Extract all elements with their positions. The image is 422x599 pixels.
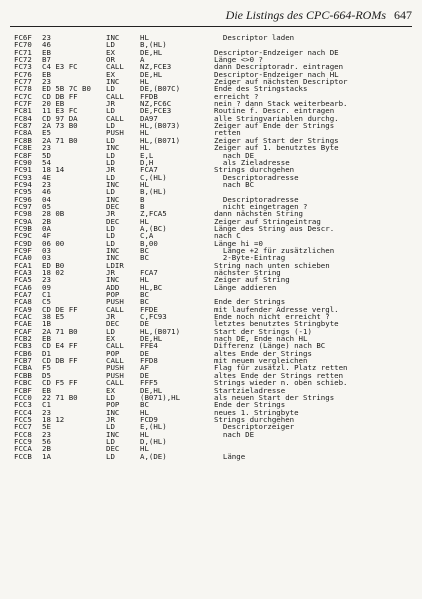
hex-bytes: B7	[42, 55, 51, 65]
hex-bytes: CD E4 FF	[42, 341, 78, 351]
comment: als neuen Start der Strings	[214, 392, 335, 402]
address: FCA0	[14, 253, 32, 263]
address: FC70	[14, 40, 32, 50]
operand: DE,HL	[140, 334, 163, 344]
address: FCB3	[14, 341, 32, 351]
page-title: Die Listings des CPC-664-ROMs	[225, 8, 386, 22]
operand: HL	[140, 407, 149, 417]
hex-bytes: CD DB FF	[42, 356, 78, 366]
hex-bytes: 5E	[42, 422, 51, 432]
address: FC84	[14, 113, 32, 123]
hex-bytes: 56	[42, 436, 51, 446]
address: FC9D	[14, 238, 32, 248]
mnemonic: LDIR	[106, 260, 124, 270]
mnemonic: PUSH	[106, 363, 124, 373]
comment: nach DE	[214, 150, 255, 160]
mnemonic: LD	[106, 150, 115, 160]
address: FC7C	[14, 91, 32, 101]
operand: B	[140, 201, 145, 211]
comment: Zeiger auf Ende der Strings	[214, 121, 335, 131]
operand: NZ,FC6C	[140, 99, 172, 109]
hex-bytes: 23	[42, 143, 51, 153]
comment: als Zieladresse	[214, 157, 290, 167]
comment: Ende der Strings	[214, 297, 286, 307]
address: FC72	[14, 55, 32, 65]
hex-bytes: 2B	[42, 216, 51, 226]
hex-bytes: 22 71 B0	[42, 392, 78, 402]
operand: E,L	[140, 150, 154, 160]
hex-bytes: 2A 71 B0	[42, 326, 78, 336]
hex-bytes: 2A 73 B0	[42, 121, 78, 131]
address: FC6F	[14, 33, 32, 42]
address: FC7F	[14, 99, 32, 109]
mnemonic: LD	[106, 121, 115, 131]
operand: FFDB	[140, 91, 158, 101]
hex-bytes: 4F	[42, 231, 51, 241]
mnemonic: LD	[106, 436, 115, 446]
operand: FCD9	[140, 414, 158, 424]
mnemonic: INC	[106, 77, 120, 87]
comment: altes Ende der Strings	[214, 348, 312, 358]
comment: dann Descriptoradr. eintragen	[214, 62, 344, 72]
hex-bytes: 06 00	[42, 238, 65, 248]
comment: Descriptorzeiger	[214, 422, 295, 432]
mnemonic: LD	[106, 392, 115, 402]
comment: nach BC	[214, 179, 255, 189]
comment: Descriptoradresse	[214, 194, 299, 204]
comment: Descriptor-Endzeiger nach HL	[214, 69, 339, 79]
mnemonic: CALL	[106, 304, 124, 314]
address: FCA7	[14, 290, 32, 300]
operand: C,A	[140, 231, 154, 241]
operand: FFF5	[140, 378, 158, 388]
mnemonic: JR	[106, 99, 115, 109]
hex-bytes: 18 12	[42, 414, 65, 424]
address: FC8F	[14, 150, 32, 160]
comment: nach DE	[214, 429, 255, 439]
mnemonic: LD	[106, 231, 115, 241]
mnemonic: LD	[106, 422, 115, 432]
hex-bytes: 04	[42, 194, 51, 204]
address: FCC7	[14, 422, 32, 432]
address: FCBA	[14, 363, 32, 373]
mnemonic: INC	[106, 143, 120, 153]
mnemonic: LD	[106, 157, 115, 167]
comment: Ende des Stringstacks	[214, 84, 308, 94]
mnemonic: INC	[106, 407, 120, 417]
mnemonic: JR	[106, 312, 115, 322]
comment: Länge +2 für zusätzlichen	[214, 245, 335, 255]
mnemonic: LD	[106, 326, 115, 336]
address: FCC9	[14, 436, 32, 446]
comment: Startzieladresse	[214, 385, 286, 395]
hex-bytes: E5	[42, 128, 51, 138]
mnemonic: INC	[106, 275, 120, 285]
operand: Z,FCA5	[140, 209, 167, 219]
mnemonic: LD	[106, 238, 115, 248]
operand: HL	[140, 179, 149, 189]
comment: letztes benutztes Stringbyte	[214, 319, 339, 329]
hex-bytes: 03	[42, 245, 51, 255]
address: FC90	[14, 157, 32, 167]
address: FCA1	[14, 260, 32, 270]
comment: mit laufender Adresse vergl.	[214, 304, 339, 314]
operand: HL	[140, 33, 149, 42]
operand: HL	[140, 216, 149, 226]
address: FCC5	[14, 414, 32, 424]
comment: dann nächsten String	[214, 209, 303, 219]
comment: Strings durchgehen	[214, 414, 295, 424]
listing-row	[14, 431, 414, 438]
operand: BC	[140, 290, 149, 300]
comment: nein ? dann Stack weiterbearb.	[214, 99, 348, 109]
address: FC76	[14, 69, 32, 79]
mnemonic: EX	[106, 385, 115, 395]
comment: Strings wieder n. oben schieb.	[214, 378, 348, 388]
comment: Flag für zusätzl. Platz retten	[214, 363, 348, 373]
comment: Länge	[214, 451, 246, 461]
mnemonic: EX	[106, 47, 115, 57]
comment: Descriptor laden	[214, 33, 295, 42]
comment: Zeiger auf 1. benutztes Byte	[214, 143, 339, 153]
operand: HL	[140, 128, 149, 138]
operand: HL	[140, 143, 149, 153]
hex-bytes: 1A	[42, 451, 51, 461]
hex-bytes: C4 E3 FC	[42, 62, 78, 72]
hex-bytes: C1	[42, 290, 51, 300]
mnemonic: LD	[106, 135, 115, 145]
operand: B,00	[140, 238, 158, 248]
mnemonic: POP	[106, 290, 120, 300]
operand: BC	[140, 253, 149, 263]
hex-bytes: 23	[42, 179, 51, 189]
operand: D,H	[140, 157, 154, 167]
hex-bytes: D1	[42, 348, 51, 358]
address: FC9B	[14, 223, 32, 233]
operand: BC	[140, 297, 149, 307]
mnemonic: POP	[106, 400, 120, 410]
hex-bytes: 54	[42, 157, 51, 167]
mnemonic: CALL	[106, 378, 124, 388]
hex-bytes: CD DB FF	[42, 91, 78, 101]
hex-bytes: ED 5B 7C B0	[42, 84, 91, 94]
hex-bytes: 23	[42, 429, 51, 439]
operand: FFD8	[140, 356, 158, 366]
comment: erreicht ?	[214, 91, 259, 101]
hex-bytes: 28 0B	[42, 209, 65, 219]
comment: Differenz (Länge) nach BC	[214, 341, 326, 351]
mnemonic: LD	[106, 40, 115, 50]
address: FC97	[14, 201, 32, 211]
listing-row	[14, 284, 414, 291]
operand: A,(BC)	[140, 223, 167, 233]
address: FC93	[14, 172, 32, 182]
hex-bytes: F5	[42, 363, 51, 373]
address: FC9C	[14, 231, 32, 241]
hex-bytes: CD DE FF	[42, 304, 78, 314]
listing-row	[14, 181, 414, 188]
mnemonic: POP	[106, 348, 120, 358]
hex-bytes: EB	[42, 69, 51, 79]
address: FCC4	[14, 407, 32, 417]
mnemonic: JR	[106, 165, 115, 175]
address: FCBF	[14, 385, 32, 395]
comment: String nach unten schieben	[214, 260, 330, 270]
address: FC73	[14, 62, 32, 72]
hex-bytes: 11 E3 FC	[42, 106, 78, 116]
listing-row	[14, 438, 414, 445]
operand: FFE4	[140, 341, 158, 351]
mnemonic: INC	[106, 429, 120, 439]
mnemonic: JR	[106, 268, 115, 277]
address: FC94	[14, 179, 32, 189]
address: FC8B	[14, 135, 32, 145]
assembly-listing	[14, 34, 414, 460]
operand: B	[140, 194, 145, 204]
comment: retten	[214, 128, 241, 138]
comment: Routine f. Descr. eintragen	[214, 106, 335, 116]
address: FCBB	[14, 370, 32, 380]
address: FC91	[14, 165, 32, 175]
hex-bytes: 4E	[42, 172, 51, 182]
operand: C,FC93	[140, 312, 167, 322]
comment: altes Ende der Strings retten	[214, 370, 344, 380]
mnemonic: DEC	[106, 319, 120, 329]
mnemonic: JR	[106, 414, 115, 424]
operand: HL	[140, 429, 149, 439]
mnemonic: CALL	[106, 341, 124, 351]
comment: Länge <>0 ?	[214, 55, 263, 65]
address: FCC3	[14, 400, 32, 410]
mnemonic: CALL	[106, 62, 124, 72]
mnemonic: CALL	[106, 91, 124, 101]
address: FCA5	[14, 275, 32, 285]
comment: 2-Byte-Eintrag	[214, 253, 286, 263]
address: FCA3	[14, 268, 32, 277]
operand: BC	[140, 400, 149, 410]
comment: Strings durchgehen	[214, 165, 295, 175]
mnemonic: PUSH	[106, 370, 124, 380]
page-number: 647	[394, 8, 412, 22]
operand: B,(HL)	[140, 40, 167, 50]
mnemonic: INC	[106, 33, 120, 42]
mnemonic: EX	[106, 69, 115, 79]
address: FCBC	[14, 378, 32, 388]
hex-bytes: D5	[42, 370, 51, 380]
address: FC8E	[14, 143, 32, 153]
hex-bytes: CD 97 DA	[42, 113, 78, 123]
mnemonic: CALL	[106, 356, 124, 366]
operand: B,(HL)	[140, 187, 167, 197]
address: FC95	[14, 187, 32, 197]
address: FC98	[14, 209, 32, 219]
comment: Descriptor-Endzeiger nach DE	[214, 47, 339, 57]
mnemonic: INC	[106, 179, 120, 189]
hex-bytes: EB	[42, 385, 51, 395]
operand: DE,HL	[140, 47, 163, 57]
operand: E,(HL)	[140, 422, 167, 432]
address: FCAF	[14, 326, 32, 336]
comment: Zeiger auf nächsten Descriptor	[214, 77, 348, 87]
hex-bytes: C1	[42, 400, 51, 410]
comment: neues 1. Stringbyte	[214, 407, 299, 417]
operand: A	[140, 55, 145, 65]
comment: Länge addieren	[214, 282, 277, 292]
operand: DE	[140, 319, 149, 329]
hex-bytes: 1B	[42, 319, 51, 329]
hex-bytes: 05	[42, 201, 51, 211]
address: FCA6	[14, 282, 32, 292]
hex-bytes: 23	[42, 407, 51, 417]
operand: FFDE	[140, 304, 158, 314]
hex-bytes: 20 EB	[42, 99, 65, 109]
mnemonic: LD	[106, 84, 115, 94]
hex-bytes: 2B	[42, 444, 51, 454]
address: FC81	[14, 106, 32, 116]
hex-bytes: EB	[42, 334, 51, 344]
address: FC9A	[14, 216, 32, 226]
hex-bytes: 23	[42, 77, 51, 87]
operand: DE,HL	[140, 69, 163, 79]
operand: FCA7	[140, 268, 158, 277]
hex-bytes: 5D	[42, 150, 51, 160]
address: FCCB	[14, 451, 32, 461]
operand: HL,(B071)	[140, 326, 181, 336]
hex-bytes: 23	[42, 33, 51, 42]
operand: BC	[140, 245, 149, 255]
comment: nach C	[214, 231, 241, 241]
mnemonic: DEC	[106, 201, 120, 211]
hex-bytes: EB	[42, 47, 51, 57]
address: FCCA	[14, 444, 32, 454]
hex-bytes: 2A 71 B0	[42, 135, 78, 145]
operand: FCA7	[140, 165, 158, 175]
operand: HL,(B071)	[140, 135, 181, 145]
hex-bytes: 46	[42, 187, 51, 197]
operand: AF	[140, 363, 149, 373]
address: FCB6	[14, 348, 32, 358]
mnemonic: JR	[106, 209, 115, 219]
listing-row	[14, 34, 414, 41]
address: FC78	[14, 84, 32, 94]
address: FC9F	[14, 245, 32, 255]
address: FC96	[14, 194, 32, 204]
mnemonic: EX	[106, 334, 115, 344]
hex-bytes: CD F5 FF	[42, 378, 78, 388]
comment: Länge hi =0	[214, 238, 263, 248]
hex-bytes: 38 E5	[42, 312, 65, 322]
comment: alle Stringvariablen durchg.	[214, 113, 339, 123]
comment: nicht eingetragen ?	[214, 201, 308, 211]
mnemonic: LD	[106, 172, 115, 182]
address: FCB7	[14, 356, 32, 366]
comment: nach DE, Ende nach HL	[214, 334, 308, 344]
hex-bytes: ED B0	[42, 260, 65, 270]
address: FCA9	[14, 304, 32, 314]
operand: HL	[140, 444, 149, 454]
operand: DE,(B07C)	[140, 84, 181, 94]
address: FCA8	[14, 297, 32, 307]
hex-bytes: 0A	[42, 223, 51, 233]
hex-bytes: 46	[42, 40, 51, 50]
comment: Start der Strings (-1)	[214, 326, 312, 336]
page-header	[10, 6, 412, 27]
operand: HL,BC	[140, 282, 163, 292]
mnemonic: LD	[106, 187, 115, 197]
mnemonic: LD	[106, 451, 115, 461]
listing-row	[14, 453, 414, 460]
operand: DA97	[140, 113, 158, 123]
operand: DE	[140, 370, 149, 380]
mnemonic: INC	[106, 194, 120, 204]
operand: DE,FCE3	[140, 106, 172, 116]
operand: HL,(B073)	[140, 121, 181, 131]
comment: mit neuem vergleichen	[214, 356, 308, 366]
mnemonic: LD	[106, 223, 115, 233]
operand: D,(HL)	[140, 436, 167, 446]
mnemonic: LD	[106, 106, 115, 116]
operand: (B071),HL	[140, 392, 181, 402]
mnemonic: ADD	[106, 282, 120, 292]
mnemonic: INC	[106, 253, 120, 263]
operand: NZ,FCE3	[140, 62, 172, 72]
address: FC77	[14, 77, 32, 87]
mnemonic: CALL	[106, 113, 124, 123]
operand: C,(HL)	[140, 172, 167, 182]
mnemonic: DEC	[106, 216, 120, 226]
mnemonic: PUSH	[106, 128, 124, 138]
comment: nächster String	[214, 268, 281, 277]
address: FC71	[14, 47, 32, 57]
operand: DE	[140, 348, 149, 358]
address: FC87	[14, 121, 32, 131]
operand: A,(DE)	[140, 451, 167, 461]
operand: DE,HL	[140, 385, 163, 395]
mnemonic: PUSH	[106, 297, 124, 307]
hex-bytes: 03	[42, 253, 51, 263]
comment: Ende der Strings	[214, 400, 286, 410]
comment: Länge des String aus Descr.	[214, 223, 335, 233]
address: FCC8	[14, 429, 32, 439]
hex-bytes: 18 14	[42, 165, 65, 175]
mnemonic: INC	[106, 245, 120, 255]
address: FCAC	[14, 312, 32, 322]
operand: HL	[140, 275, 149, 285]
comment: Ende noch nicht erreicht ?	[214, 312, 330, 322]
comment: Zeiger auf String	[214, 275, 290, 285]
hex-bytes: C5	[42, 297, 51, 307]
hex-bytes: 23	[42, 275, 51, 285]
address: FC8A	[14, 128, 32, 138]
hex-bytes: 09	[42, 282, 51, 292]
mnemonic: DEC	[106, 444, 120, 454]
address: FCC0	[14, 392, 32, 402]
comment: Zeiger auf Stringeintrag	[214, 216, 321, 226]
hex-bytes: 18 02	[42, 268, 65, 277]
comment: Descriptoradresse	[214, 172, 299, 182]
mnemonic: OR	[106, 55, 115, 65]
comment: Zeiger auf Start der Strings	[214, 135, 339, 145]
address: FCB2	[14, 334, 32, 344]
address: FCAE	[14, 319, 32, 329]
operand: HL	[140, 77, 149, 87]
